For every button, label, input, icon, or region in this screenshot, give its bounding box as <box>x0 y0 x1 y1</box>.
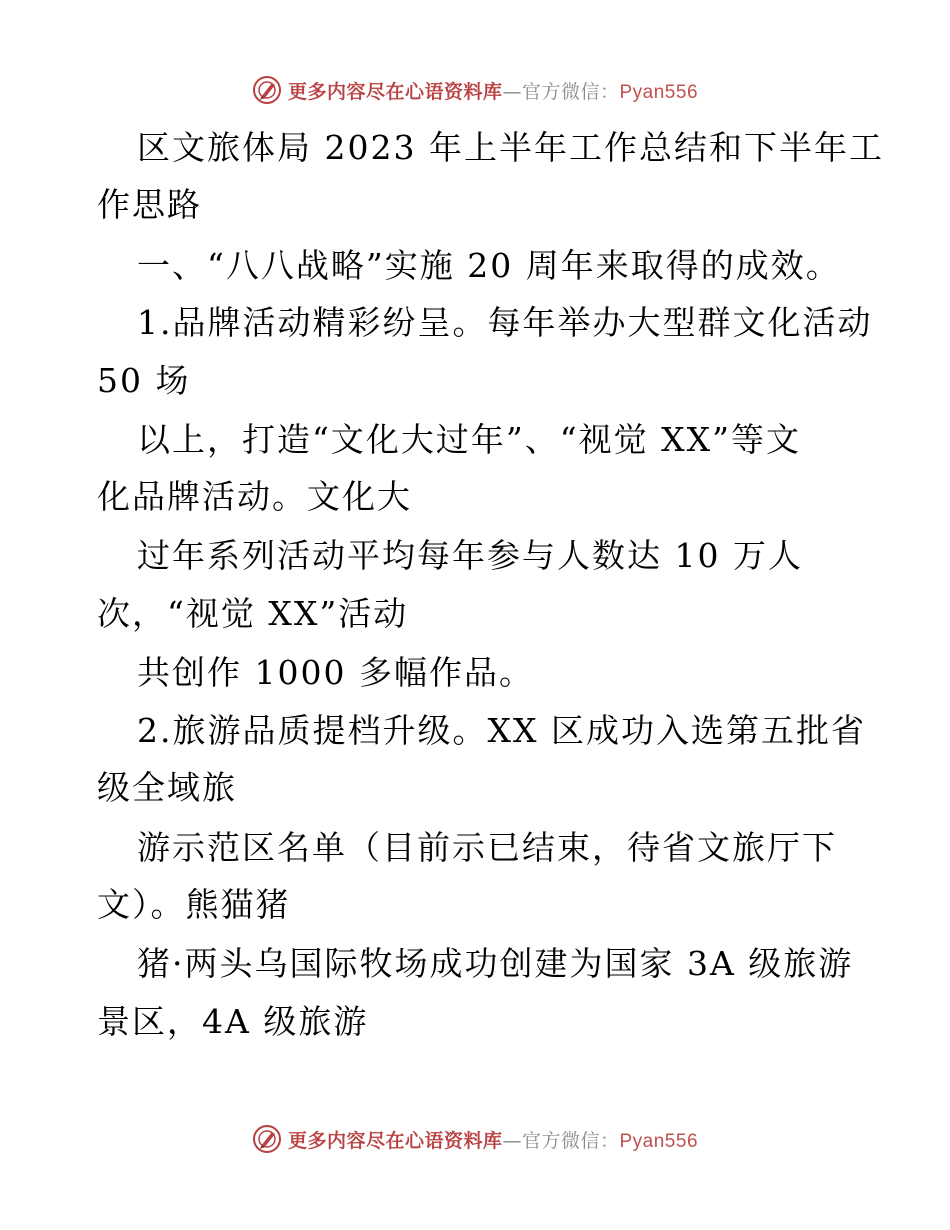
footer-watermark <box>0 1121 950 1157</box>
paragraph-line: 猪·两头乌国际牧场成功创建为国家 3A 级旅游 <box>137 944 854 983</box>
paragraph-line: 游示范区名单（目前示已结束，待省文旅厅下 <box>137 828 837 867</box>
pen-logo-icon <box>252 75 282 105</box>
paragraph-line: 2.旅游品质提档升级。XX 区成功入选第五批省 <box>137 711 866 750</box>
paragraph-line: 级全域旅 <box>97 768 237 807</box>
paragraph-line: 以上，打造“文化大过年”、“视觉 XX”等文 <box>137 420 801 459</box>
paragraph-line: 次，“视觉 XX”活动 <box>97 594 409 633</box>
watermark-label: 官方微信： <box>521 1129 620 1152</box>
paragraph-line: 共创作 1000 多幅作品。 <box>137 653 534 692</box>
paragraph-line: 化品牌活动。文化大 <box>97 477 412 516</box>
paragraph-line: 文）。熊猫猪 <box>97 885 291 924</box>
watermark-main-text: 更多内容尽在心语资料库 <box>287 1129 503 1152</box>
header-watermark <box>0 72 950 108</box>
watermark-label: 官方微信： <box>521 80 620 103</box>
pen-logo-icon <box>252 1124 282 1154</box>
document-title-line-2: 作思路 <box>97 185 202 224</box>
section-heading: 一、“八八战略”实施 20 周年来取得的成效。 <box>137 246 841 285</box>
paragraph-line: 景区，4A 级旅游 <box>97 1002 369 1041</box>
document-title-line-1: 区文旅体局 2023 年上半年工作总结和下半年工 <box>137 128 884 167</box>
watermark-wechat-id: Pyan556 <box>619 1130 699 1152</box>
paragraph-line: 50 场 <box>97 361 191 400</box>
watermark-wechat-id: Pyan556 <box>619 81 699 103</box>
paragraph-line: 过年系列活动平均每年参与人数达 10 万人 <box>137 536 803 575</box>
watermark-dash: — <box>502 80 522 103</box>
paragraph-line: 1.品牌活动精彩纷呈。每年举办大型群文化活动 <box>137 303 873 342</box>
watermark-main-text: 更多内容尽在心语资料库 <box>287 80 503 103</box>
watermark-dash: — <box>502 1129 522 1152</box>
